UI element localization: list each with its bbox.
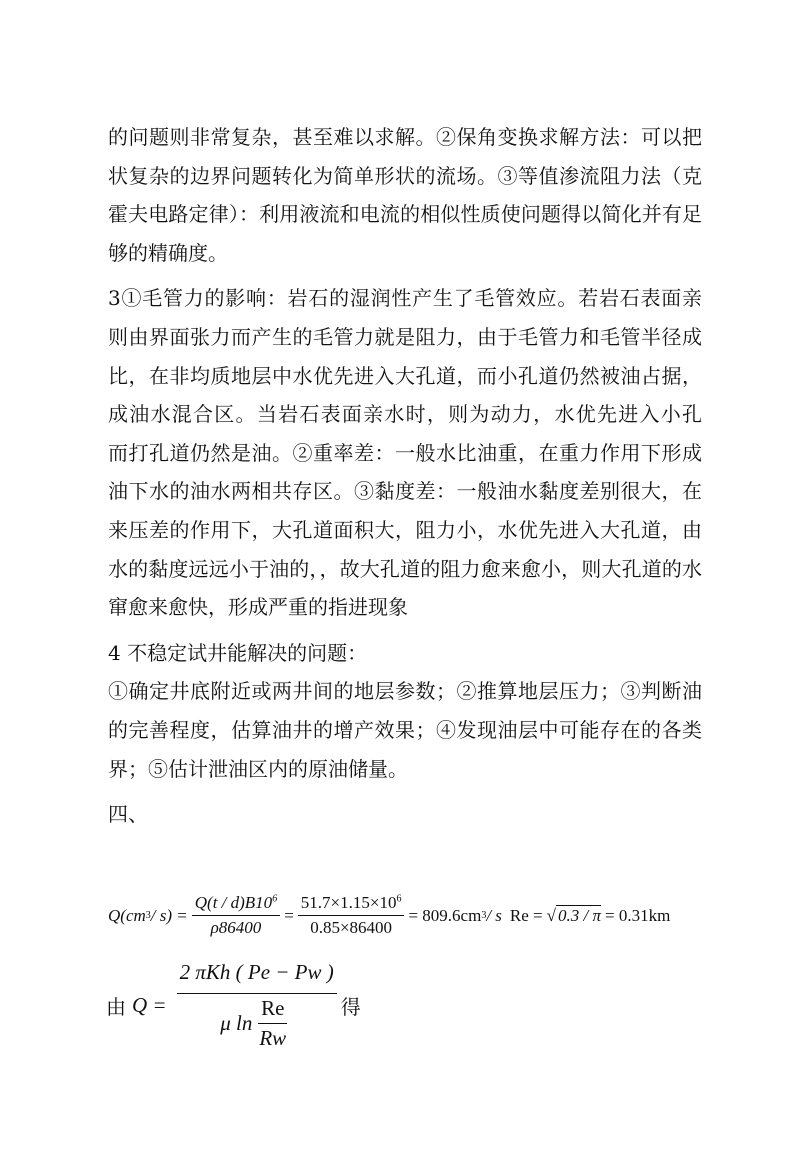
paragraph-3 xyxy=(108,279,702,626)
eq-lhs: Q(cm xyxy=(108,905,146,925)
fraction-numerator: 51.7×1.15×10 xyxy=(300,893,397,912)
eq-suffix: 得 xyxy=(340,995,361,1019)
text-line: 4 不稳定试井能解决的问题： xyxy=(108,640,368,665)
text-line: 的完善程度，估算油井的增产效果；④发现油层中可能存在的各类 xyxy=(108,717,702,742)
text-line: 够的精确度。 xyxy=(108,240,228,265)
text-line: 比，在非均质地层中水优先进入大孔道，而小孔道仍然被油占据， xyxy=(108,363,702,388)
eq-prefix: 由 xyxy=(106,995,126,1019)
fraction-denominator xyxy=(217,994,296,1051)
fraction-numerator: Q(t / d)B10 xyxy=(194,893,273,912)
eq-exp: 3 xyxy=(481,910,487,921)
eq-result-tail: / s xyxy=(486,905,502,925)
eq-lhs-tail: / s) = xyxy=(150,905,188,925)
re-result: = 0.31km xyxy=(605,905,671,925)
radial-flow-equation xyxy=(106,960,361,1051)
text-line: 水的黏度远远小于油的，，故大孔道的阻力愈来愈小，则大孔道的水 xyxy=(108,556,702,581)
text-line: 则由界面张力而产生的毛管力就是阻力，由于毛管力和毛管半径成 xyxy=(108,324,702,349)
text-line: ①确定井底附近或两井间的地层参数；②推算地层压力；③判断油 xyxy=(108,679,702,704)
flow-rate-equation: Q(cm 3 / s) = $\frac{Q(t / d)B10^6}{\rho 86400}$ = $\frac{51.7\times 1.15\times 10^6}{0.85\times 86400}$ = 809.6cm 3 / s Re = √ 0.3 / π = 0.31km xyxy=(108,893,671,937)
section-four-heading xyxy=(108,795,702,834)
eq-exp: 6 xyxy=(272,893,278,905)
document-body xyxy=(108,118,702,834)
text-line: 成油水混合区。当岩石表面亲水时，则为动力，水优先进入小孔 xyxy=(108,402,702,427)
fraction-2 xyxy=(298,893,405,938)
paragraph-4-heading xyxy=(108,634,702,673)
eq-lhs: Q = xyxy=(132,993,167,1017)
fraction-denominator: ρ86400 xyxy=(210,918,262,937)
text-line: 霍夫电路定律）：利用液流和电流的相似性质使问题得以简化并有足 xyxy=(108,202,702,227)
inner-numerator: Re xyxy=(258,996,287,1024)
text-line: 窜愈来愈快，形成严重的指进现象 xyxy=(108,595,408,620)
eq-exp: 3 xyxy=(145,910,151,921)
paragraph-solution-methods xyxy=(108,118,702,272)
re-sqrt: 0.3 / π xyxy=(558,906,601,925)
text-line: 来压差的作用下，大孔道面积大，阻力小，水优先进入大孔道，由 xyxy=(108,517,702,542)
eq-exp: 6 xyxy=(396,893,402,905)
text-line: 状复杂的边界问题转化为简单形状的流场。③等值渗流阻力法（克 xyxy=(108,163,702,188)
text-line: 3①毛管力的影响：岩石的湿润性产生了毛管效应。若岩石表面亲 xyxy=(108,286,702,311)
text-line: 而打孔道仍然是油。②重率差：一般水比油重，在重力作用下形成 xyxy=(108,440,702,465)
fraction-denominator: 0.85×86400 xyxy=(310,918,393,937)
text-line: 界；⑤估计泄油区内的原油储量。 xyxy=(108,756,408,781)
inner-fraction xyxy=(256,996,289,1051)
eq-result: = 809.6cm xyxy=(408,905,482,925)
den-mu-ln: μ ln xyxy=(220,1011,253,1035)
re-label: Re = xyxy=(509,905,543,925)
fraction xyxy=(177,960,337,1051)
paragraph-4-list xyxy=(108,672,702,788)
fraction-numerator: 2 πKh ( Pe − Pw ) xyxy=(177,960,337,994)
text-line: 的问题则非常复杂，甚至难以求解。②保角变换求解方法：可以把 xyxy=(108,125,702,149)
text-line: 四、 xyxy=(108,802,148,827)
text-line: 油下水的油水两相共存区。③黏度差：一般油水黏度差别很大，在 xyxy=(108,479,702,504)
fraction-1 xyxy=(192,893,280,938)
inner-denominator: Rw xyxy=(259,1026,287,1050)
